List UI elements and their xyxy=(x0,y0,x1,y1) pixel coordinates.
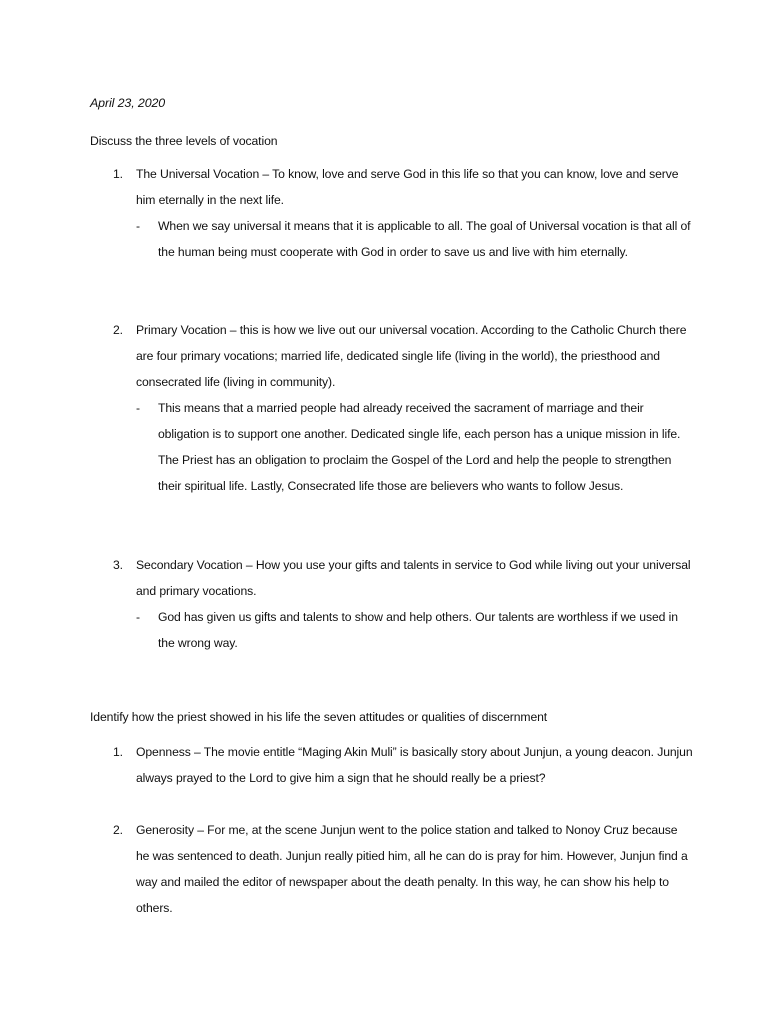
sub-point xyxy=(136,213,693,265)
list-item xyxy=(113,739,693,791)
list-item-text: Secondary Vocation – How you use your gifts and talents in service to God while living out your universal and primary vocations. xyxy=(136,558,691,598)
dash-marker: - xyxy=(136,219,140,233)
sub-point-text: When we say universal it means that it is applicable to all. The goal of Universal vocation is that all of the human being must cooperate with God in order to save us and live with him eternally. xyxy=(158,219,691,259)
dash-marker: - xyxy=(136,610,140,624)
list-number: 2. xyxy=(113,823,123,837)
sub-point-text: God has given us gifts and talents to show and help others. Our talents are worthless if we used in the wrong way. xyxy=(158,610,678,650)
list-item-text: Primary Vocation – this is how we live out our universal vocation. According to the Catholic Church there are four primary vocations; married life, dedicated single life (living in the world), the priesthood and consecrated life (living in community). xyxy=(136,323,687,389)
sub-point xyxy=(136,604,693,656)
list-item-text: Openness – The movie entitle “Maging Akin Muli” is basically story about Junjun, a young deacon. Junjun always prayed to the Lord to give him a sign that he should really be a priest? xyxy=(136,745,693,785)
list-item xyxy=(113,817,693,921)
list-item-text: Generosity – For me, at the scene Junjun went to the police station and talked to Nonoy Cruz because he was sentenced to death. Junjun really pitied him, all he can do is pray for him. However, Junjun find a way and mailed the editor of newspaper about the death penalty. In this way, he can show his help to others. xyxy=(136,823,688,915)
sub-point-text: This means that a married people had already received the sacrament of marriage and their obligation is to support one another. Dedicated single life, each person has a unique mission in life. The Priest has an obligation to proclaim the Gospel of the Lord and help the people to strengthen their spiritual life. Lastly, Consecrated life those are believers who wants to follow Jesus. xyxy=(158,401,681,493)
list-number: 3. xyxy=(113,558,123,572)
list-number: 1. xyxy=(113,167,123,181)
list-item xyxy=(113,317,693,499)
list-item xyxy=(113,161,693,265)
list-number: 1. xyxy=(113,745,123,759)
list-number: 2. xyxy=(113,323,123,337)
sub-point xyxy=(136,395,693,499)
list-item xyxy=(113,552,693,656)
section-heading-vocation: Discuss the three levels of vocation xyxy=(90,134,278,148)
section-heading-discernment: Identify how the priest showed in his life the seven attitudes or qualities of discernment xyxy=(90,710,548,724)
dash-marker: - xyxy=(136,401,140,415)
document-date: April 23, 2020 xyxy=(90,96,166,110)
list-item-text: The Universal Vocation – To know, love and serve God in this life so that you can know, love and serve him eternally in the next life. xyxy=(136,167,679,207)
